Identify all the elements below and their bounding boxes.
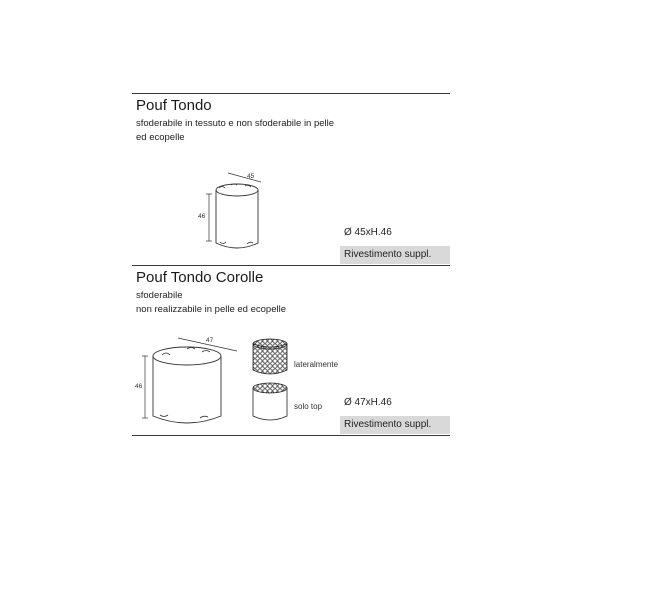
price-label-box: Rivestimento suppl. [340,246,450,264]
product-description-line-2: ed ecopelle [136,132,185,143]
section-divider-bottom [132,435,450,436]
section-divider-middle [132,265,450,266]
product-title: Pouf Tondo Corolle [136,269,264,286]
product-title: Pouf Tondo [136,97,212,114]
variant-label-lateral: lateralmente [294,360,339,369]
variant-label-top: solo top [294,402,323,411]
dimensions-text: Ø 47xH.46 [344,397,392,408]
height-dim-label: 46 [198,213,206,220]
dimensions-text: Ø 45xH.46 [344,227,392,238]
diameter-dim-label: 47 [206,337,214,344]
product-description-line-1: sfoderabile [136,290,183,301]
pouf-tondo-drawing [195,168,285,253]
product-description-line-2: non realizzabile in pelle ed ecopelle [136,304,286,315]
height-dim-label: 46 [135,383,143,390]
corolle-variant-drawings [250,336,294,426]
price-label-box: Rivestimento suppl. [340,416,450,434]
pouf-corolle-drawing [132,330,247,430]
diameter-dim-label: 45 [247,173,255,180]
section-divider-top [132,93,450,94]
product-description-line-1: sfoderabile in tessuto e non sfoderabile in pelle [136,118,335,129]
